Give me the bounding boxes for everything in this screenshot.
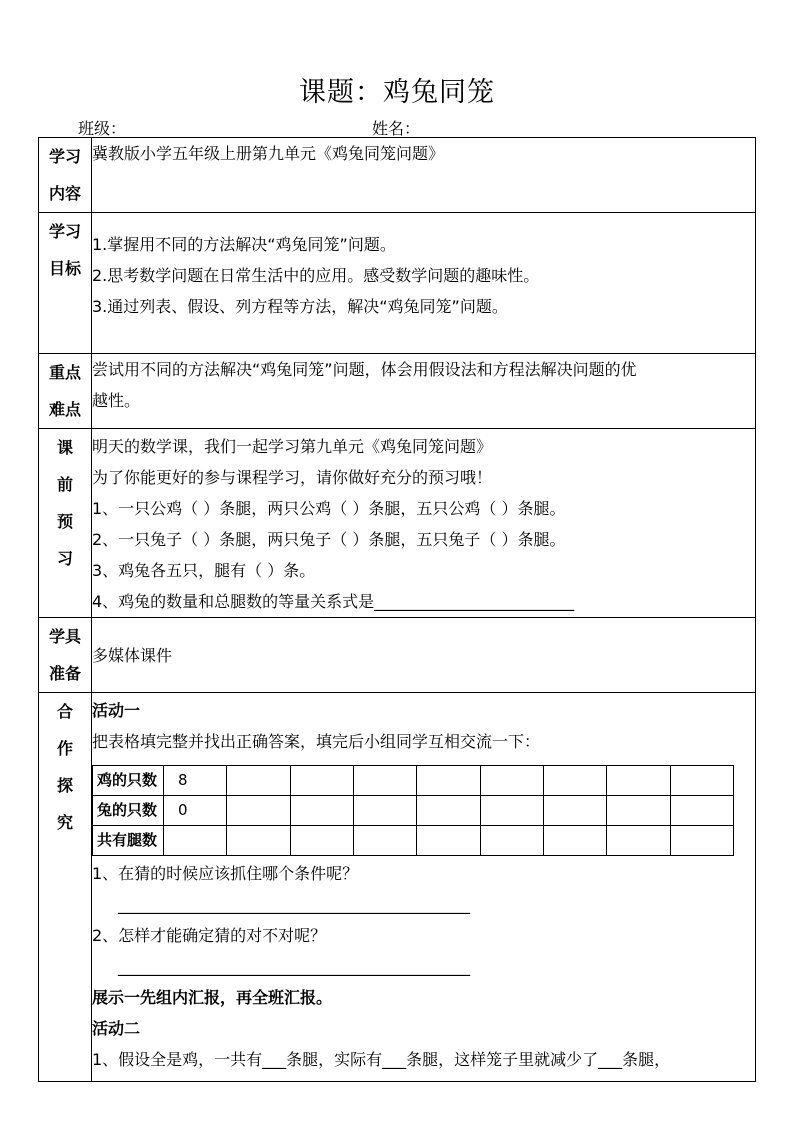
activity2-title: 活动二 [92, 1019, 141, 1038]
label-line: 前 [56, 475, 73, 494]
lesson-table [38, 137, 756, 1082]
table-cell[interactable] [353, 796, 416, 826]
question-1: 1、在猜的时候应该抓住哪个条件呢？ [92, 864, 359, 883]
explore-cell [92, 693, 756, 1082]
tools-row [39, 618, 756, 693]
table-cell[interactable]: 0 [164, 796, 227, 826]
guess-table-row [93, 766, 734, 796]
table-cell[interactable] [290, 766, 353, 796]
preview-question: 4、鸡兔的数量和总腿数的等量关系式是_________________________ [92, 592, 575, 611]
label-line: 重点 [48, 363, 81, 382]
guess-table-row [93, 796, 734, 826]
label-line: 究 [56, 813, 73, 832]
label-line: 作 [56, 739, 73, 758]
keypoints-text: 尝试用不同的方法解决“鸡兔同笼”问题，体会用假设法和方程法解决问题的优 [92, 360, 637, 379]
table-cell[interactable] [353, 766, 416, 796]
table-cell[interactable] [353, 826, 416, 856]
goal-item: 2.思考数学问题在日常生活中的应用。感受数学问题的趣味性。 [92, 266, 540, 285]
label-line: 合 [56, 702, 73, 721]
preview-question: 3、鸡兔各五只，腿有（ ）条。 [92, 561, 316, 580]
label-line: 内容 [48, 184, 81, 203]
preview-row [39, 429, 756, 618]
table-cell[interactable] [670, 766, 733, 796]
tools-label [39, 618, 92, 693]
label-line: 准备 [48, 664, 81, 683]
label-line: 课 [56, 438, 73, 457]
preview-question: 2、一只兔子（ ）条腿，两只兔子（ ）条腿，五只兔子（ ）条腿。 [92, 530, 566, 549]
table-cell[interactable] [227, 826, 290, 856]
label-line: 学具 [48, 627, 81, 646]
table-cell[interactable] [607, 826, 670, 856]
table-cell[interactable] [480, 826, 543, 856]
label-line: 目标 [48, 259, 81, 278]
tools-cell [92, 618, 756, 693]
preview-cell [92, 429, 756, 618]
keypoints-label [39, 354, 92, 429]
question-2: 2、怎样才能确定猜的对不对呢？ [92, 926, 327, 945]
table-cell[interactable]: 8 [164, 766, 227, 796]
table-cell[interactable] [290, 826, 353, 856]
content-label [39, 138, 92, 213]
table-cell[interactable] [417, 766, 480, 796]
label-line: 学习 [48, 147, 81, 166]
class-label: 班级： [78, 119, 127, 138]
preview-question: 1、一只公鸡（ ）条腿，两只公鸡（ ）条腿，五只公鸡（ ）条腿。 [92, 499, 566, 518]
table-cell[interactable] [607, 796, 670, 826]
label-line: 探 [56, 776, 73, 795]
answer-blank-2[interactable]: ____________________________________________ [118, 957, 470, 976]
table-cell[interactable] [227, 766, 290, 796]
goals-cell [92, 213, 756, 354]
preview-line: 明天的数学课，我们一起学习第九单元《鸡兔同笼问题》 [92, 437, 493, 456]
page-title: 课题：鸡兔同笼 [299, 77, 495, 108]
table-cell[interactable] [670, 796, 733, 826]
content-text: 冀教版小学五年级上册第九单元《鸡兔同笼问题》 [92, 144, 445, 163]
table-cell[interactable] [607, 766, 670, 796]
table-cell[interactable] [480, 796, 543, 826]
keypoints-row [39, 354, 756, 429]
table-cell[interactable] [227, 796, 290, 826]
table-cell[interactable] [417, 796, 480, 826]
name-label: 姓名： [372, 119, 421, 138]
table-cell[interactable] [543, 826, 606, 856]
table-cell[interactable] [543, 796, 606, 826]
content-text-cell [92, 138, 756, 213]
content-row [39, 138, 756, 213]
table-cell[interactable] [290, 796, 353, 826]
guess-table [92, 765, 734, 856]
activity1-title: 活动一 [92, 701, 141, 720]
table-cell[interactable] [417, 826, 480, 856]
present-note: 展示一先组内汇报，再全班汇报。 [92, 988, 333, 1007]
goal-item: 1.掌握用不同的方法解决“鸡兔同笼”问题。 [92, 235, 396, 254]
table-cell[interactable] [670, 826, 733, 856]
tools-text: 多媒体课件 [92, 645, 173, 665]
activity1-instruction: 把表格填完整并找出正确答案，填完后小组同学互相交流一下： [92, 732, 541, 751]
table-cell[interactable] [480, 766, 543, 796]
keypoints-text: 越性。 [92, 391, 141, 410]
label-line: 难点 [48, 400, 81, 419]
goals-row [39, 213, 756, 354]
explore-label [39, 693, 92, 1082]
preview-label [39, 429, 92, 618]
goals-label [39, 213, 92, 354]
answer-blank-1[interactable]: ____________________________________________ [118, 895, 470, 914]
row-header-rabbits: 兔的只数 [93, 796, 164, 826]
label-line: 学习 [48, 222, 81, 241]
row-header-chickens: 鸡的只数 [93, 766, 164, 796]
label-line: 习 [56, 549, 73, 568]
preview-line: 为了你能更好的参与课程学习，请你做好充分的预习哦！ [92, 468, 493, 487]
keypoints-cell [92, 354, 756, 429]
table-cell[interactable] [543, 766, 606, 796]
goal-item: 3.通过列表、假设、列方程等方法，解决“鸡兔同笼”问题。 [92, 297, 508, 316]
row-header-legs: 共有腿数 [93, 826, 164, 856]
label-line: 预 [56, 512, 73, 531]
activity2-line: 1、假设全是鸡，一共有___条腿，实际有___条腿，这样笼子里就减少了___条腿， [92, 1050, 671, 1069]
guess-table-row [93, 826, 734, 856]
explore-row [39, 693, 756, 1082]
table-cell[interactable] [164, 826, 227, 856]
